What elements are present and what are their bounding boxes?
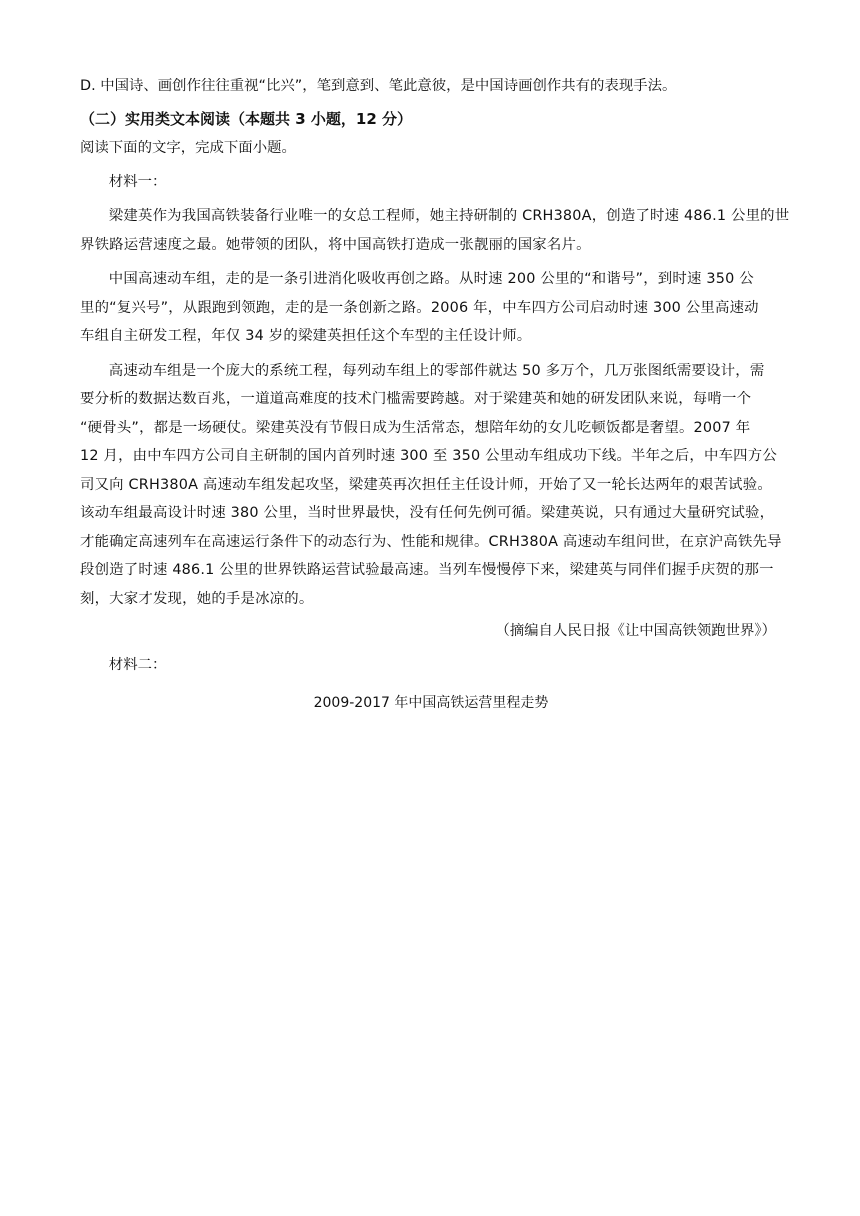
paragraph-1-line-1: 梁建英作为我国高铁装备行业唯一的女总工程师，她主持研制的 CRH380A，创造了时速 486.1 公里的世: [108, 208, 790, 224]
paragraph-3-line-8: 段创造了时速 486.1 公里的世界铁路运营试验最高速。当列车慢慢停下来，梁建英与同伴们握手庆贺的那一: [80, 562, 774, 578]
paragraph-3-line-7: 才能确定高速列车在高速运行条件下的动态行为、性能和规律。CRH380A 高速动车组问世，在京沪高铁先导: [80, 533, 782, 550]
material-two-label: 材料二：: [108, 657, 167, 673]
paragraph-2-line-3: 车组自主研发工程，年仅 34 岁的梁建英担任这个车型的主任设计师。: [80, 328, 532, 344]
paragraph-3-line-4: 12 月，由中车四方公司自主研制的国内首列时速 300 至 350 公里动车组成功下线。半年之后，中车四方公: [80, 448, 777, 464]
paragraph-2-line-2: 里的“复兴号”，从跟跑到领跑，走的是一条创新之路。2006 年，中车四方公司启动时速 300 公里高速动: [80, 299, 759, 316]
paragraph-3-line-5: 司又向 CRH380A 高速动车组发起攻坚，梁建英再次担任主任设计师，开始了又一轮长达两年的艰苦试验。: [80, 476, 772, 493]
paragraph-3-line-3: “硬骨头”，都是一场硬仗。梁建英没有节假日成为生活常态，想陪年幼的女儿吃顿饭都是奢望。2007 年: [80, 419, 751, 436]
paragraph-2-line-1: 中国高速动车组，走的是一条引进消化吸收再创之路。从时速 200 公里的“和谐号”，到时速 350 公: [108, 271, 754, 287]
paragraph-2: [80, 265, 782, 351]
chart-title: 2009-2017 年中国高铁运营里程走势: [313, 695, 549, 711]
paragraph-3-line-9: 刻，大家才发现，她的手是冰凉的。: [80, 590, 314, 607]
source-citation: （摘编自人民日报《让中国高铁领跑世界》）: [495, 623, 776, 639]
paragraph-3-line-1: 高速动车组是一个庞大的系统工程，每列动车组上的零部件就达 50 多万个，几万张图纸需要设计，需: [108, 362, 765, 379]
instruction-text: 阅读下面的文字，完成下面小题。: [80, 140, 296, 156]
section-heading: （二）实用类文本阅读（本题共 3 小题，12 分）: [80, 110, 412, 128]
option-d: D. 中国诗、画创作往往重视“比兴”，笔到意到、笔此意彼，是中国诗画创作共有的表现手法。: [80, 78, 677, 94]
paragraph-1: [80, 202, 790, 259]
paragraph-3-line-6: 该动车组最高设计时速 380 公里，当时世界最快，没有任何先例可循。梁建英说，只有通过大量研究试验，: [80, 505, 775, 521]
document-page: [80, 72, 790, 717]
paragraph-3: [80, 357, 782, 614]
material-one-label: 材料一：: [108, 174, 167, 190]
paragraph-3-line-2: 要分析的数据达数百兆，一道道高难度的技术门槛需要跨越。对于梁建英和她的研发团队来说，每啃一个: [80, 391, 752, 407]
paragraph-1-line-2: 界铁路运营速度之最。她带领的团队，将中国高铁打造成一张靓丽的国家名片。: [80, 236, 591, 253]
